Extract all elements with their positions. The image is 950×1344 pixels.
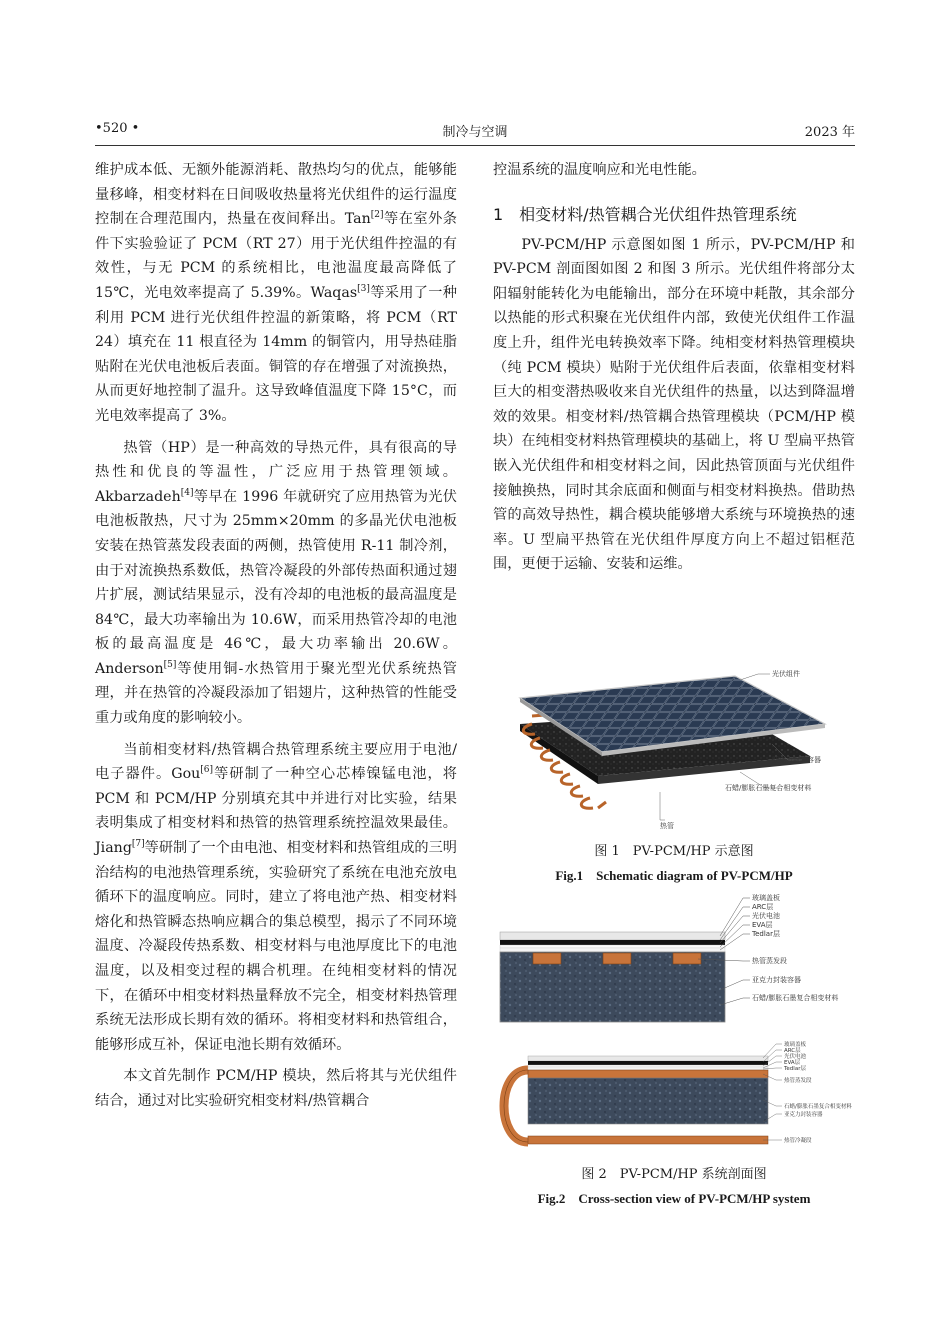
label-glass-top: 玻璃盖板	[752, 894, 780, 902]
label-arc-top: ARC层	[752, 903, 774, 911]
label-eva-top: EVA层	[752, 921, 773, 929]
section-heading: 1 相变材料/热管耦合光伏组件热管理系统	[493, 204, 797, 224]
label-pcm-bottom: 石蜡/膨胀石墨复合相变材料	[784, 1104, 852, 1110]
cross-section-bottom	[504, 1056, 768, 1144]
running-header	[95, 121, 855, 143]
publication-year: 2023 年	[804, 125, 855, 140]
citation-3[interactable]: [3]	[357, 283, 370, 294]
cross-section-top	[500, 932, 725, 1022]
label-acrylic-container: 亚克力封装容器	[772, 756, 821, 764]
label-tedlar-top: Tedlar层	[752, 930, 780, 938]
label-pv-module: 光伏组件	[772, 670, 800, 678]
journal-name: 制冷与空调	[442, 125, 508, 140]
left-column	[95, 158, 457, 1114]
label-glass-bottom: 玻璃盖板	[784, 1042, 807, 1048]
label-tedlar-bottom: Tedlar层	[784, 1066, 806, 1072]
citation-4[interactable]: [4]	[180, 487, 194, 498]
citation-2[interactable]: [2]	[370, 210, 384, 221]
label-eva-bottom: EVA层	[784, 1060, 801, 1066]
figure-2	[498, 890, 855, 1152]
citation-7[interactable]: [7]	[131, 839, 145, 850]
paragraph: 维护成本低、无额外能源消耗、散热均匀的优点，能够能量移峰，相变材料在日间吸收热量将光伏组件的运行温度控制在合理范围内，热量在夜间释出。Tan[2]等在室外条件下实验验证了 PCM（RT 27）用于光伏组件控温的有效性，与无 PCM 的系统相比，电池温度最高降低了 15℃，光电效率提高了 5.39%。Waqas[3]等采用了一种利用 PCM 进行光伏组件控温的新策略，将 PCM（RT 24）填充在 11 根直径为 14mm 的铜管内，用导热硅脂贴附在光伏电池板后表面。铜管的存在增强了对流换热，从而更好地控制了温升。这导致峰值温度下降 15°C，而光电效率提高了 3%。	[95, 162, 457, 424]
label-heat-pipe: 热管	[660, 822, 674, 830]
label-paraffin-graphite: 石蜡/膨胀石墨复合相变材料	[725, 784, 812, 792]
paragraph: 当前相变材料/热管耦合热管理系统主要应用于电池/电子器件。Gou[6]等研制了一种空心芯棒镍锰电池，将 PCM 和 PCM/HP 分别填充其中并进行对比实验，结果表明集成了相变材料和热管的热管理系统控温效果最佳。Jiang[7]等研制了一个由电池、相变材料和热管组成的三明治结构的电池热管理系统，实验研究了系统在电池充放电循环下的温度响应。同时，建立了将电池产热、相变材料熔化和热管瞬态热响应耦合的集总模型，揭示了不同环境温度、冷凝段传热系数、相变材料与电池厚度比下的电池温度，以及相变过程的耦合机理。在纯相变材料的情况下，在循环中相变材料热量释放不完全，相变材料热管理系统无法形成长期有效的循环。将相变材料和热管组合，能够形成互补，保证电池长期有效循环。	[95, 741, 457, 1053]
figure-2-caption-cn: 图 2 PV-PCM/HP 系统剖面图	[581, 1167, 767, 1182]
label-cell-bottom: 光伏电池	[784, 1054, 807, 1060]
page-number: •520 •	[95, 121, 140, 136]
header-rule	[95, 145, 855, 146]
citation-6[interactable]: [6]	[200, 765, 214, 776]
citation-5[interactable]: [5]	[163, 659, 177, 670]
label-acrylic-top: 亚克力封装容器	[752, 976, 801, 984]
paragraph: 热管（HP）是一种高效的导热元件，具有很高的导热性和优良的等温性，广泛应用于热管理领域。Akbarzadeh[4]等早在 1996 年就研究了应用热管为光伏电池板散热，尺寸为 25mm×20mm 的多晶光伏电池板安装在热管蒸发段表面的两侧，热管使用 R-11 制冷剂，由于对流换热系数低，热管冷凝段的外部传热面积通过翅片扩展，测试结果显示，没有冷却的电池板的最高温度是 84℃，最大功率输出为 10.6W，而采用热管冷却的电池板的最高温度是 46℃，最大功率输出 20.6W。Anderson[5]等使用铜-水热管用于聚光型光伏系统热管理，并在热管的冷凝段添加了铝翅片，这种热管的性能受重力或角度的影响较小。	[95, 439, 457, 727]
figure-1-caption-en: Fig.1 Schematic diagram of PV-PCM/HP	[555, 868, 793, 883]
figure-1-caption-cn: 图 1 PV-PCM/HP 示意图	[594, 844, 754, 859]
figure-2-caption-en: Fig.2 Cross-section view of PV-PCM/HP system	[537, 1191, 811, 1206]
right-column	[493, 158, 855, 577]
label-condenser-bottom: 热管冷凝段	[784, 1138, 812, 1144]
figure-2-illustration	[498, 890, 855, 1152]
label-evaporator-bottom: 热管蒸发段	[784, 1078, 812, 1084]
paragraph: PV-PCM/HP 示意图如图 1 所示，PV-PCM/HP 和 PV-PCM 剖面图如图 2 和图 3 所示。光伏组件将部分太阳辐射能转化为电能输出，部分在环境中耗散，其余部分以热能的形式积聚在光伏组件内部，致使光伏组件工作温度上升，组件光电转换效率下降。纯相变材料热管理模块（纯 PCM 模块）贴附于光伏组件后表面，依靠相变材料巨大的相变潜热吸收来自光伏组件的热量，以达到降温增效的效果。相变材料/热管耦合热管理模块（PCM/HP 模块）在纯相变材料热管理模块的基础上，将 U 型扁平热管嵌入光伏组件和相变材料之间，因此热管顶面与光伏组件接触换热，同时其余底面和侧面与相变材料换热。借助热管的高效导热性，耦合模块能够增大系统与环境换热的速率。U 型扁平热管在光伏组件厚度方向上不超过铝框范围，更便于运输、安装和运维。	[493, 236, 855, 573]
label-cell-top: 光伏电池	[752, 912, 780, 920]
label-arc-bottom: ARC层	[784, 1048, 801, 1054]
figure-1-illustration	[510, 664, 855, 832]
label-evaporator-top: 热管蒸发段	[752, 957, 787, 965]
label-acrylic-bottom: 亚克力封装容器	[784, 1112, 823, 1118]
paragraph: 控温系统的温度响应和光电性能。	[493, 162, 706, 178]
figure-1	[510, 664, 855, 832]
paragraph: 本文首先制作 PCM/HP 模块，然后将其与光伏组件结合，通过对比实验研究相变材料/热管耦合	[95, 1068, 457, 1109]
label-pcm-top: 石蜡/膨胀石墨复合相变材料	[752, 994, 839, 1002]
